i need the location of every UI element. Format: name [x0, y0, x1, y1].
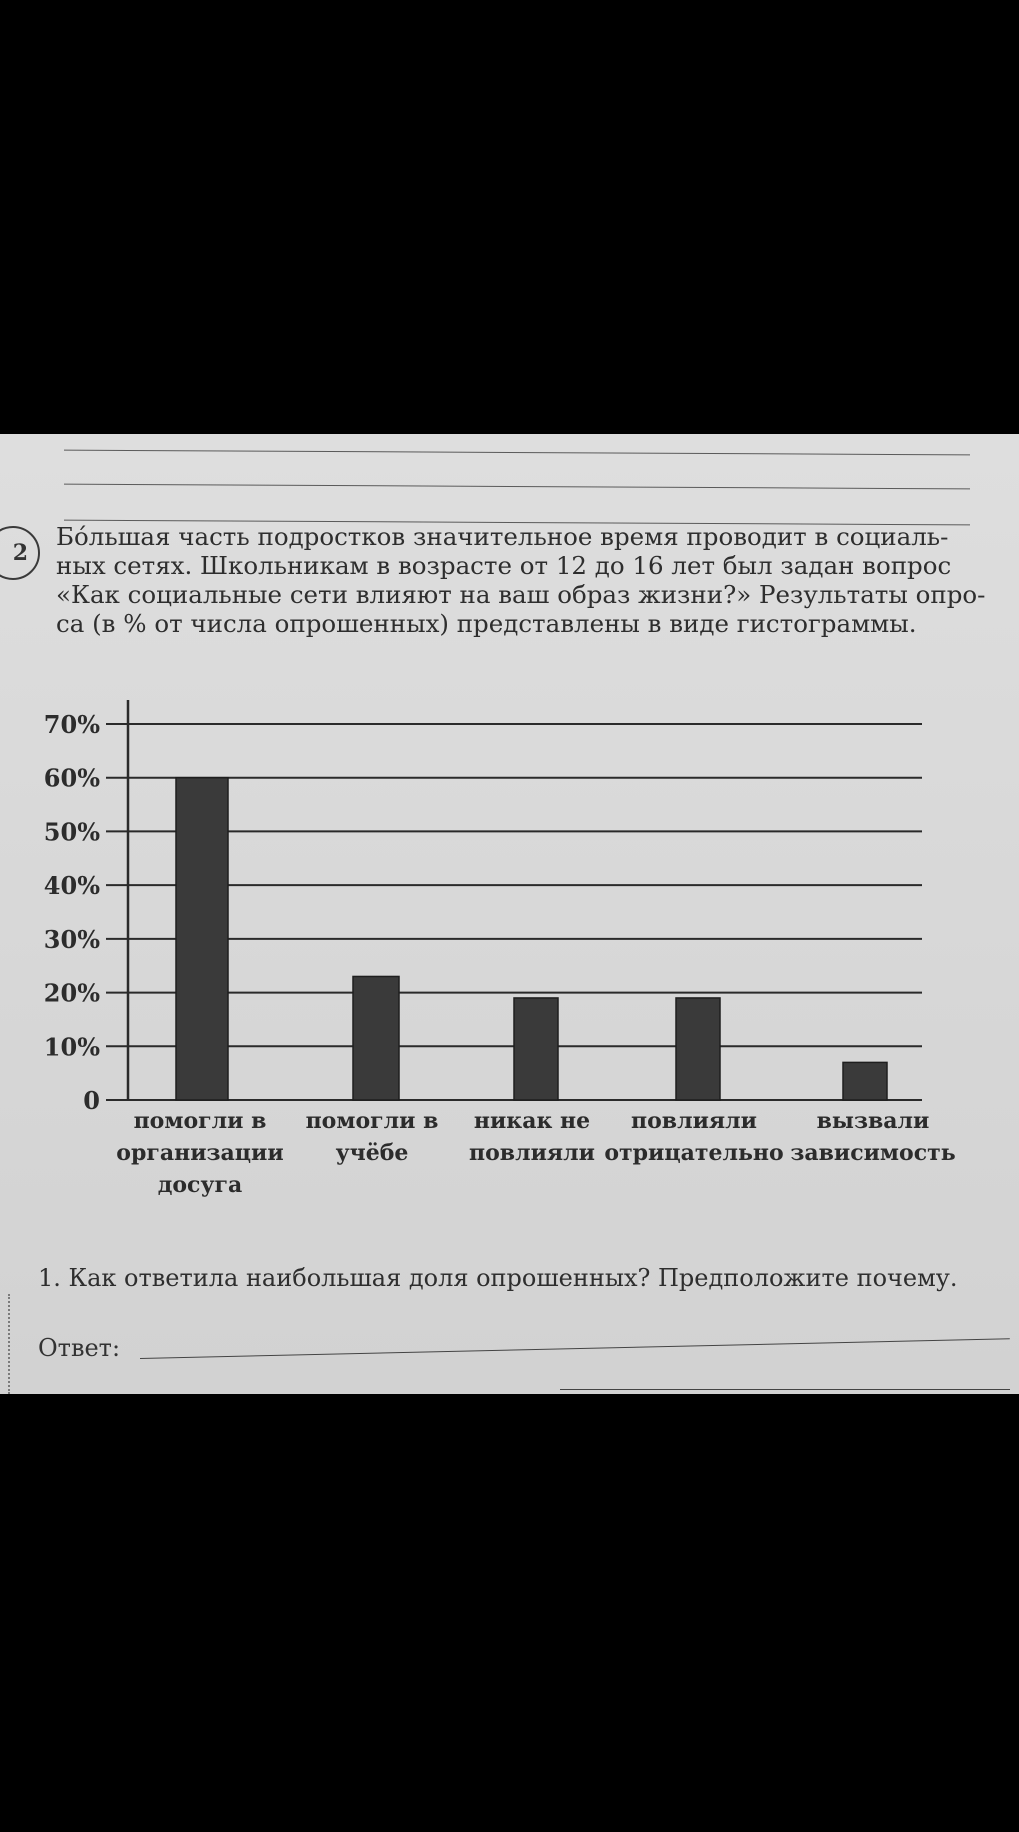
y-tick-label: 30%	[43, 924, 100, 954]
x-category-label: зависимость	[790, 1140, 956, 1166]
x-category-label: повлияли	[469, 1140, 595, 1166]
x-category-label: повлияли	[631, 1108, 757, 1134]
x-category-label: досуга	[157, 1172, 243, 1198]
histogram	[0, 684, 1019, 1204]
task-number: 2	[12, 540, 28, 566]
bar	[176, 778, 228, 1100]
margin-dotted-line	[8, 1294, 10, 1394]
task-text-line: «Как социальные сети влияют на ваш образ жизни?» Результаты опро-	[56, 580, 986, 609]
task-text-line: ных сетях. Школьникам в возрасте от 12 до 16 лет был задан вопрос	[56, 551, 952, 580]
bar	[843, 1062, 887, 1100]
bar	[353, 976, 399, 1100]
x-category-label: помогли в	[133, 1108, 267, 1134]
answer-input-line-2[interactable]	[560, 1389, 1010, 1390]
textbook-page	[0, 434, 1019, 1394]
y-tick-label: 10%	[43, 1032, 100, 1062]
x-category-label: организации	[116, 1140, 284, 1166]
x-category-label: отрицательно	[604, 1140, 784, 1166]
x-category-label: вызвали	[816, 1108, 930, 1134]
task-text	[56, 522, 986, 638]
y-tick-label: 60%	[43, 763, 100, 793]
answer-input-line[interactable]	[140, 1338, 1010, 1359]
task-text-line: са (в % от числа опрошенных) представлены в виде гистограммы.	[56, 609, 917, 638]
x-category-label: никак не	[473, 1108, 591, 1134]
y-tick-label: 0	[83, 1086, 100, 1115]
y-tick-label: 20%	[43, 978, 100, 1008]
y-tick-label: 50%	[43, 817, 100, 847]
answer-rule-top-2	[64, 484, 970, 490]
bar	[676, 998, 720, 1100]
y-tick-label: 70%	[43, 710, 100, 739]
y-axis-tick-labels	[44, 710, 100, 1115]
x-axis-category-labels	[116, 1108, 955, 1198]
task-text-line: Бо́льшая часть подростков значительное время проводит в социаль-	[56, 522, 949, 551]
bar	[514, 998, 558, 1100]
task-number-badge	[0, 526, 40, 580]
x-category-label: помогли в	[305, 1108, 439, 1134]
answer-label: Ответ:	[38, 1334, 121, 1362]
x-category-label: учёбе	[335, 1140, 409, 1166]
question-1: 1. Как ответила наибольшая доля опрошенных? Предположите почему.	[38, 1264, 958, 1292]
answer-rule-top-1	[64, 450, 970, 456]
y-tick-label: 40%	[43, 871, 100, 901]
